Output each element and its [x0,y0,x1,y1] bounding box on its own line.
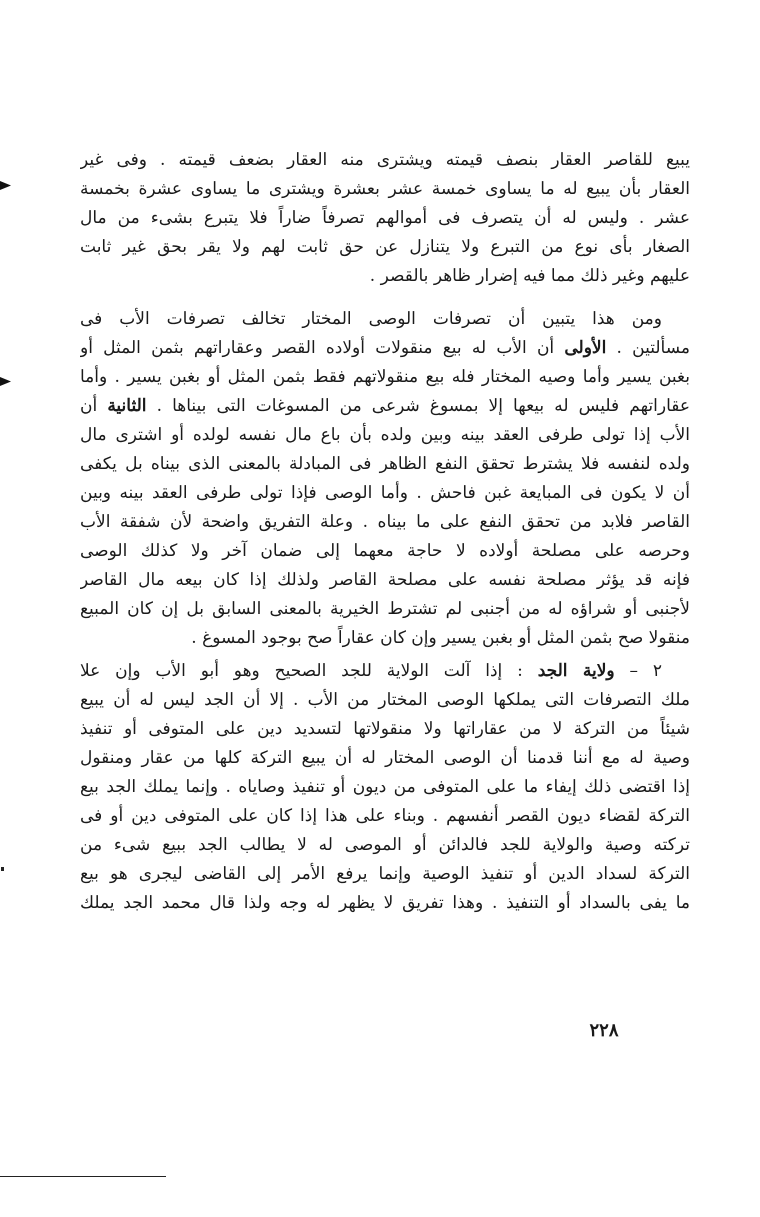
text-line: العقار بأن يبيع له ما يساوى خمسة عشر بعشرة ويشترى ما يساوى عشرة بخمسة [80,179,690,199]
text-line: ما يفى بالسداد أو التنفيذ . وهذا تفريق لا يظهر له وجه ولذا قال محمد الجد يملك [80,893,690,913]
text-line: ومن هذا يتبين أن تصرفات الوصى المختار تخالف تصرفات الأب فى [80,309,662,329]
text-line: التركة لقضاء ديون القصر أنفسهم . وبناء على هذا إذا كان على المتوفى دين أو فى [80,806,690,826]
page-body [80,146,690,918]
text-line: الصغار بأى نوع من التبرع ولا يتنازل عن حق ثابت لهم ولا يقر بحق غير ثابت [80,237,690,257]
text-line: الأب إذا تولى طرفى العقد بينه وبين ولده بأن باع مال نفسه لولده أو اشترى مال [80,425,690,445]
text-line: مسألتين . الأولى أن الأب له بيع منقولات أولاده القصر وعقاراتهم بثمن المثل أو [80,338,690,358]
text-line: فإنه قد يؤثر مصلحة نفسه على مصلحة القاصر ولذلك إذا كان بيعه مال القاصر [80,570,690,590]
page-number: ٢٢٨ [589,1020,619,1041]
text-line: يبيع للقاصر العقار بنصف قيمته ويشترى منه العقار بضعف قيمته . وفى غير [80,150,690,170]
text-line: لأجنبى أو شراؤه له من أجنبى لم تشترط الخيرية بالمعنى السابق بل إن كان المبيع [80,599,690,619]
text-line: ملك التصرفات التى يملكها الوصى المختار من الأب . إلا أن الجد ليس له أن يبيع [80,690,690,710]
paragraph-1 [80,146,690,291]
text-line: شيئاً من التركة لا من عقاراتها ولا منقولاتها لتسديد دين على المتوفى أو تنفيذ [80,719,690,739]
text-line: عقاراتهم فليس له بيعها إلا بمسوغ شرعى من المسوغات التى بيناها . الثانية أن [80,396,690,416]
bottom-rule [0,1176,166,1177]
paragraph-3 [80,657,690,918]
text-line: ٢ – ولاية الجد : إذا آلت الولاية للجد الصحيح وهو أبو الأب وإن علا [80,661,662,681]
text-line: أن لا يكون فى المبايعة غبن فاحش . وأما الوصى فإذا تولى طرفى العقد بينه وبين [80,483,690,503]
text-line: القاصر فلابد من تحقق النفع على ما بيناه . وعلة التفريق واضحة لأن شفقة الأب [80,512,690,532]
text-line: عشر . وليس له أن يتصرف فى أموالهم تصرفاً ضاراً فلا يتبرع بشىء من مال [80,208,690,228]
text-line: عليهم وغير ذلك مما فيه إضرار ظاهر بالقصر . [369,266,690,286]
text-line: منقولا صح بثمن المثل أو بغبن يسير وإن كان عقاراً صح بوجود المسوغ . [191,628,690,648]
paragraph-2 [80,305,690,653]
margin-arrow-icon [0,181,11,190]
margin-arrow-icon [0,377,11,386]
text-line: التركة لسداد الدين أو تنفيذ الوصية وإنما يرفع الأمر إلى القاضى ليجرى هو بيع [80,864,690,884]
text-line: وحرصه على مصلحة أولاده لا حاجة معهما إلى ضمان آخر ولا كذلك الوصى [80,541,690,561]
text-line: وصية له مع أننا قدمنا أن الوصى المختار له أن يبيع التركة كلها من عقار ومنقول [80,748,690,768]
text-line: إذا اقتضى ذلك إيفاء ما على المتوفى من ديون أو تنفيذ وصاياه . وإنما يملك الجد بيع [80,777,690,797]
margin-dot-icon [1,867,4,871]
text-line: ولده لنفسه فلا يشترط تحقق النفع الظاهر فى المبادلة بالمعنى الذى بيناه بل يكفى [80,454,690,474]
text-line: بغبن يسير وأما وصيه المختار فله بيع منقولاتهم فقط بثمن المثل أو بغبن يسير . وأما [80,367,690,387]
text-line: تركته وصية والولاية للجد فالدائن أو الموصى له لا يطالب الجد ببيع شىء من [80,835,690,855]
